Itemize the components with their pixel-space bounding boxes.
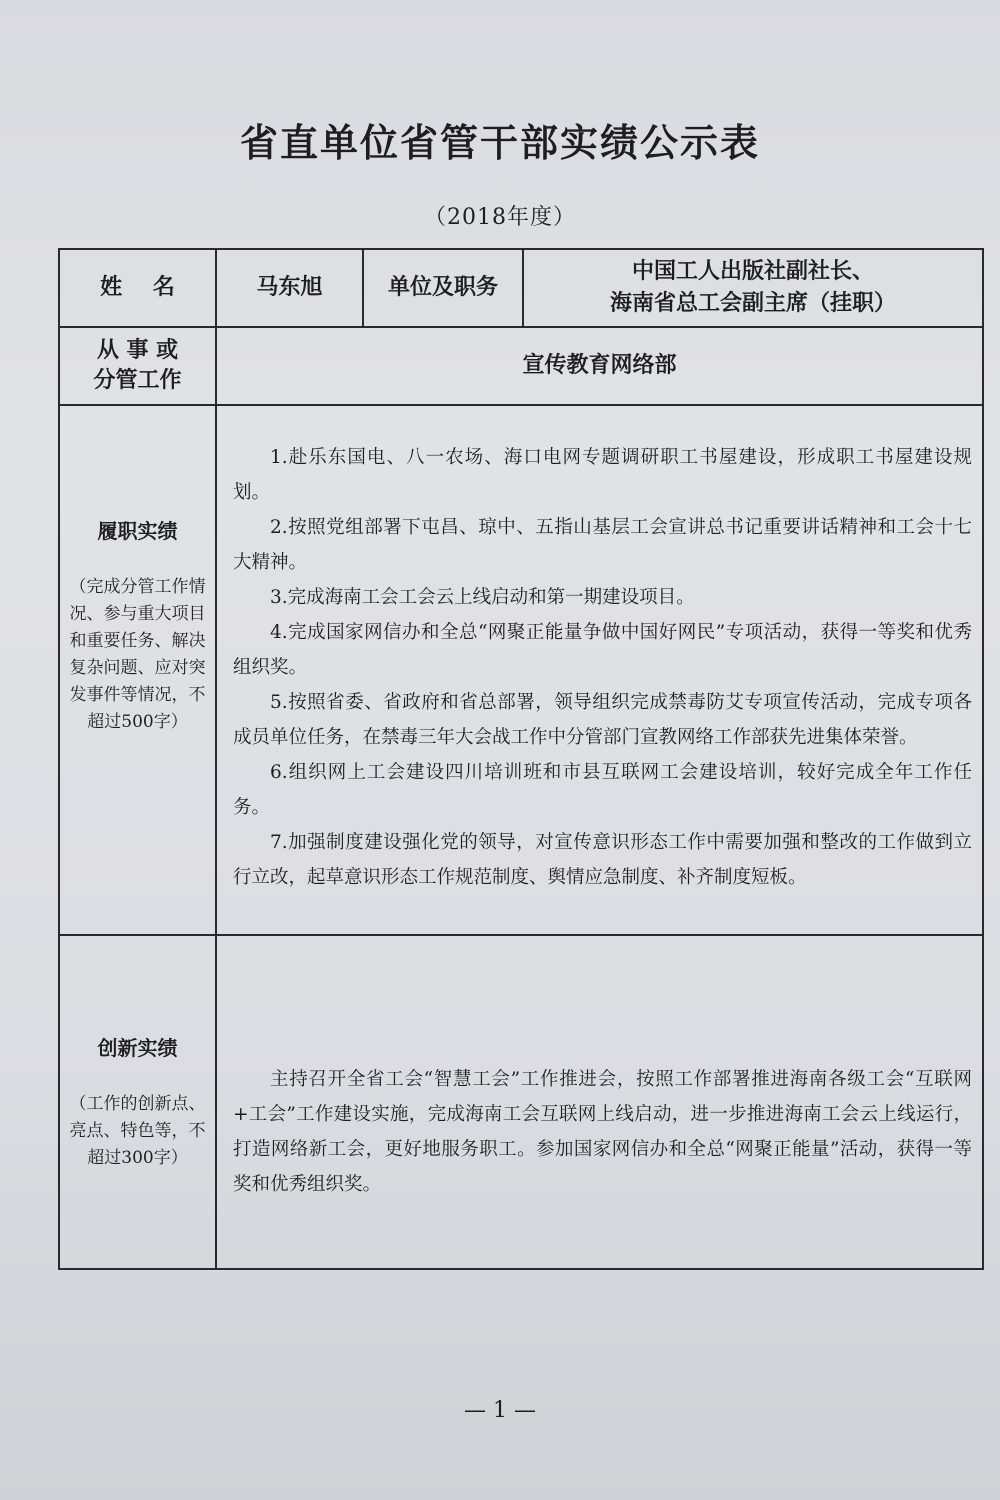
performance-note: （完成分管工作情况、参与重大项目和重要任务、解决复杂问题、应对突发事件等情况，不超过500字） xyxy=(69,577,206,732)
name-value: 马东旭 xyxy=(256,275,323,300)
name-label: 姓 名 xyxy=(100,275,175,300)
performance-item: 7.加强制度建设强化党的领导，对宣传意识形态工作中需要加强和整改的工作做到立行立改，起草意识形态工作规范制度、舆情应急制度、补齐制度短板。 xyxy=(233,832,972,888)
work-value: 宣传教育网络部 xyxy=(522,353,677,378)
performance-label: 履职实绩 xyxy=(97,519,178,543)
performance-label-cell xyxy=(59,405,216,935)
position-value-cell xyxy=(523,249,983,327)
name-label-cell xyxy=(59,249,216,327)
work-label-cell xyxy=(59,327,216,405)
document-title: 省直单位省管干部实绩公示表 xyxy=(239,121,760,165)
position-value-line2: 海南省总工会副主席（挂职） xyxy=(609,291,896,316)
performance-item: 2.按照党组部署下屯昌、琼中、五指山基层工会宣讲总书记重要讲话精神和工会十七大精神。 xyxy=(233,517,972,573)
page-number: — 1 — xyxy=(464,1398,536,1423)
work-value-cell xyxy=(216,327,983,405)
work-label-line2: 分管工作 xyxy=(93,368,182,393)
position-label-cell xyxy=(363,249,523,327)
innovation-note: （工作的创新点、亮点、特色等，不超过300字） xyxy=(69,1093,206,1168)
innovation-text: 主持召开全省工会“智慧工会”工作推进会，按照工作部署推进海南各级工会“互联网+工会”工作建设实施，完成海南工会互联网上线启动，进一步推进海南工会云上线运行，打造网络新工会，更好地服务职工。参加国家网信办和全总“网聚正能量”活动，获得一等奖和优秀组织奖。 xyxy=(233,1069,972,1195)
innovation-text-wrap xyxy=(217,1062,982,1202)
row-innovation xyxy=(59,935,983,1269)
position-value-line1: 中国工人出版社副社长、 xyxy=(631,259,874,284)
disclosure-table xyxy=(58,248,984,1270)
document-year: （2018年度） xyxy=(424,205,576,230)
performance-list xyxy=(217,440,982,895)
performance-item: 1.赴乐东国电、八一农场、海口电网专题调研职工书屋建设，形成职工书屋建设规划。 xyxy=(233,447,972,503)
row-performance xyxy=(59,405,983,935)
performance-item: 3.完成海南工会工会云上线启动和第一期建设项目。 xyxy=(270,587,695,608)
row-name xyxy=(59,249,983,327)
performance-item: 5.按照省委、省政府和省总部署，领导组织完成禁毒防艾专项宣传活动，完成专项各成员单位任务，在禁毒三年大会战工作中分管部门宣教网络工作部获先进集体荣誉。 xyxy=(233,692,972,748)
work-label-line1: 从 事 或 xyxy=(96,338,179,363)
innovation-label: 创新实绩 xyxy=(97,1035,178,1060)
performance-item: 6.组织网上工会建设四川培训班和市县互联网工会建设培训，较好完成全年工作任务。 xyxy=(233,762,972,818)
performance-item: 4.完成国家网信办和全总“网聚正能量争做中国好网民”专项活动，获得一等奖和优秀组织奖。 xyxy=(233,622,972,678)
name-value-cell xyxy=(216,249,363,327)
innovation-label-cell xyxy=(59,935,216,1269)
row-work xyxy=(59,327,983,405)
innovation-content-cell xyxy=(216,935,983,1269)
position-label: 单位及职务 xyxy=(387,275,498,300)
performance-content-cell xyxy=(216,405,983,935)
